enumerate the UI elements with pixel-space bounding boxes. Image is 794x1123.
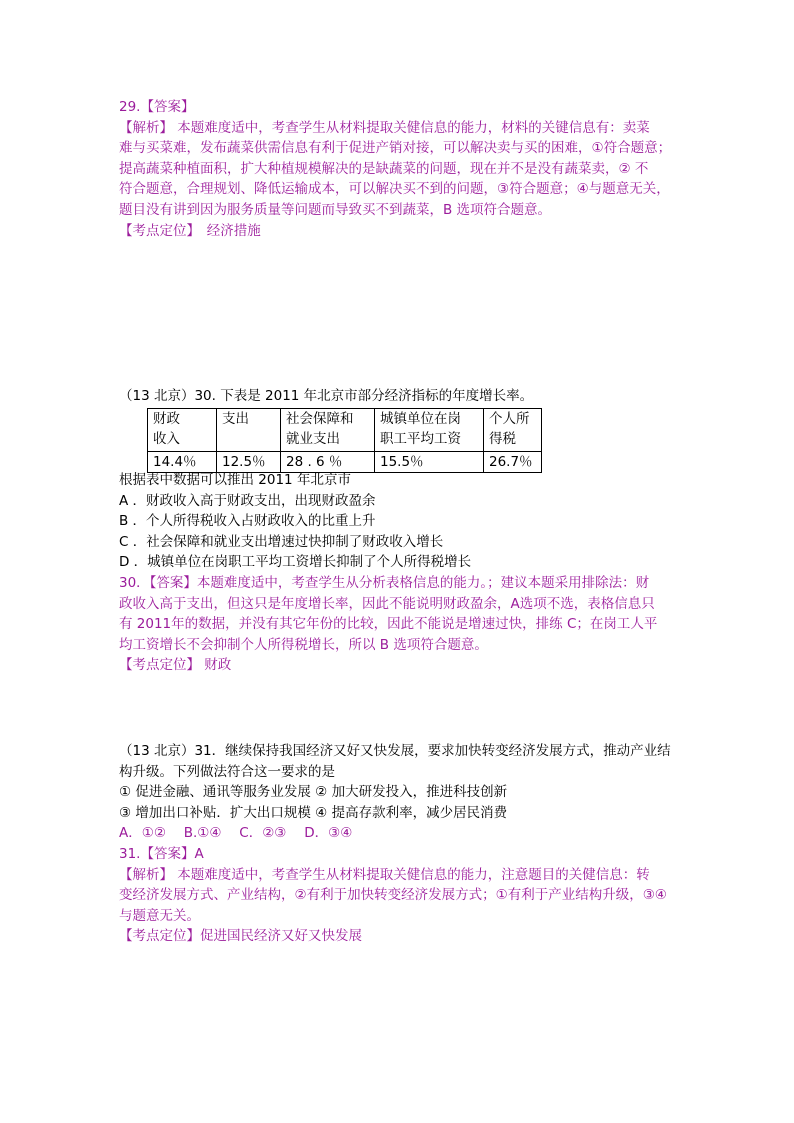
q31-point-text: 促进国民经济又好又快发展 [200,928,362,945]
q29-analysis-line-5: 题目没有讲到因为服务质量等问题而导致买不到蔬菜，B 选项符合题意。 [119,201,552,218]
q31-choices-line-2: ③ 增加出口补贴．扩大出口规模 ④ 提高存款利率，减少居民消费 [119,804,508,821]
header-cell-fiscal-revenue: 财政 收入 [148,409,217,452]
value-cell-expenditure: 12.5％ [217,452,281,473]
q30-answer-line-3: 有 2011年的数据，并没有其它年份的比较，因此不能说是增速过快，排练 C；在岗工人平 [119,616,658,633]
q31-options: A．①② B.①④ C．②③ D．③④ [119,825,353,842]
q30-prompt: 根据表中数据可以推出 2011 年北京市 [119,472,351,488]
q31-choices-line-1: ① 促进金融、通讯等服务业发展 ② 加大研发投入，推进科技创新 [119,784,508,801]
value-cell-fiscal-revenue: 14.4％ [148,452,217,473]
q30-answer-line-4: 均工资增长不会抑制个人所得税增长，所以 B 选项符合题意。 [119,636,488,653]
q30-answer-line-2: 政收入高于支出，但这只是年度增长率，因此不能说明财政盈余，A选项不选，表格信息只 [119,595,655,612]
table-header-row [148,409,542,452]
q29-answer-label: 29.【答案】 [119,99,195,115]
q31-analysis-line-3: 与题意无关。 [119,907,200,924]
header-cell-income-tax: 个人所 得税 [484,409,542,452]
q30-option-c: C ．社会保障和就业支出增速过快抑制了财政收入增长 [119,533,444,550]
header-cell-expenditure: 支出 [217,409,281,452]
q31-stem-line-1: （13 北京）31．继续保持我国经济又好又快发展，要求加快转变经济发展方式，推动产业结 [119,743,671,759]
q31-point-tag: 【考点定位】 [119,928,200,945]
q30-answer-line-1: 30．【答案】本题难度适中，考查学生从分析表格信息的能力。；建议本题采用排除法：财 [119,574,650,591]
q31-stem-line-2: 构升级。下列做法符合这一要求的是 [119,763,335,780]
q30-point-text: 财政 [204,657,232,674]
q29-analysis-line-3: 提高蔬菜种植面积，扩大种植规模解决的是缺蔬菜的问题，现在并不是没有蔬菜卖，② 不 [119,160,649,177]
q31-analysis-tag: 【解析】 [119,866,173,883]
q29-analysis-tag: 【解析】 [119,119,173,136]
q31-answer-value: A [194,845,204,862]
q31-answer-label: 31.【答案】 [119,845,195,862]
q30-stem: （13 北京）30. 下表是 2011 年北京市部分经济指标的年度增长率。 [119,388,534,404]
q29-analysis-line-1: 【解析】 本题难度适中，考查学生从材料提取关健信息的能力，材料的关键信息有：卖菜 [119,119,650,136]
q31-analysis-line-1: 【解析】 本题难度适中，考查学生从材料提取关健信息的能力，注意题目的关健信息：转 [119,866,650,883]
q30-body [119,470,679,676]
q31-block [119,741,679,947]
q29-analysis-line-4: 符合题意，合理规划、降低运输成本，可以解决买不到的问题，③符合题意；④与题意无关， [119,181,670,198]
q30-option-d: D ．城镇单位在岗职工平均工资增长抑制了个人所得税增长 [119,554,472,571]
q30-option-a: A ．财政收入高于财政支出，出现财政盈余 [119,492,376,509]
q29-block [119,97,679,241]
q30-point [119,655,679,676]
value-cell-income-tax: 26.7％ [484,452,542,473]
value-cell-average-wage: 15.5％ [375,452,484,473]
growth-rate-table [147,408,542,473]
q30-option-b: B ．个人所得税收入占财政收入的比重上升 [119,513,376,530]
value-cell-social-security: 28 . 6 ％ [281,452,375,473]
q29-point-tag: 【考点定位】 [119,222,194,239]
q31-answer [119,844,679,865]
q29-analysis-line-2: 难与买菜难，发布蔬菜供需信息有利于促进产销对接，可以解决卖与买的困难，①符合题意； [119,140,672,157]
header-cell-social-security: 社会保障和 就业支出 [281,409,375,452]
q30-point-tag: 【考点定位】 [119,657,200,674]
q31-point [119,926,679,947]
q31-analysis-line-2: 变经济发展方式、产业结构，②有利于加快转变经济发展方式；①有利于产业结构升级，③④ [119,887,667,904]
header-cell-average-wage: 城镇单位在岗 职工平均工资 [375,409,484,452]
q29-point [119,221,679,242]
q29-point-text: 经济措施 [206,222,261,239]
